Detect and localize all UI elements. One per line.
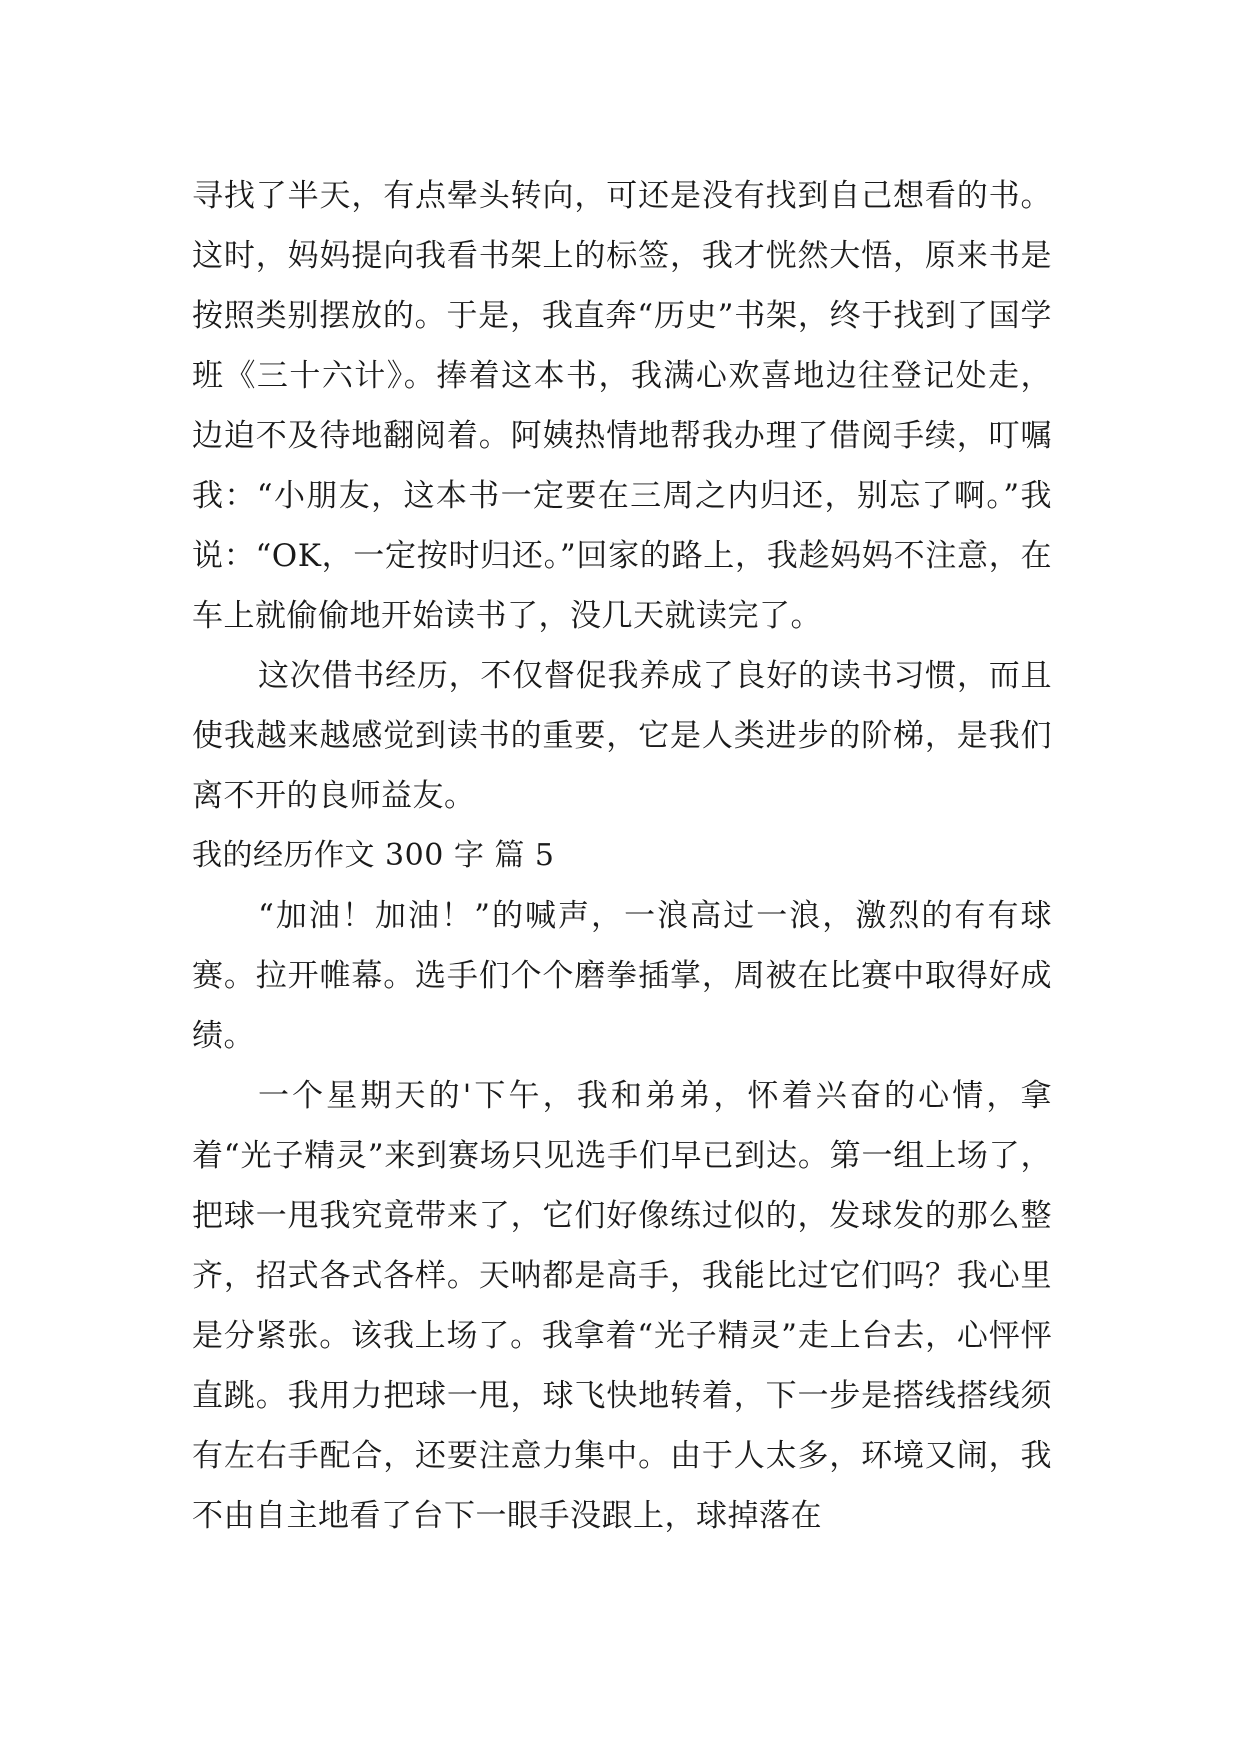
- paragraph-reading-benefit: 这次借书经历，不仅督促我养成了良好的读书习惯，而且使我越来越感觉到读书的重要，它是人类进步的阶梯，是我们离不开的良师益友。: [192, 658, 1052, 814]
- section-heading: 我的经历作文 300 字 篇 5: [192, 838, 555, 873]
- paragraph-match-intro: “加油！加油！”的喊声，一浪高过一浪，激烈的有有球赛。拉开帷幕。选手们个个磨拳插掌，周被在比赛中取得好成绩。: [192, 898, 1052, 1054]
- paragraph-library-borrowing: 寻找了半天，有点晕头转向，可还是没有找到自己想看的书。这时，妈妈提向我看书架上的标签，我才恍然大悟，原来书是按照类别摆放的。于是，我直奔“历史”书架，终于找到了国学班《三十六计》。捧着这本书，我满心欢喜地边往登记处走，边迫不及待地翻阅着。阿姨热情地帮我办理了借阅手续，叮嘱我：“小朋友，这本书一定要在三周之内归还，别忘了啊。”我说：“OK，一定按时归还。”回家的路上，我趁妈妈不注意，在车上就偷偷地开始读书了，没几天就读完了。: [192, 178, 1052, 634]
- document-page: [192, 166, 1052, 1546]
- paragraph-match-story: 一个星期天的'下午，我和弟弟，怀着兴奋的心情，拿着“光子精灵”来到赛场只见选手们早已到达。第一组上场了，把球一甩我究竟带来了，它们好像练过似的，发球发的那么整齐，招式各式各样。天呐都是高手，我能比过它们吗？我心里是分紧张。该我上场了。我拿着“光子精灵”走上台去，心怦怦直跳。我用力把球一甩，球飞快地转着，下一步是搭线搭线须有左右手配合，还要注意力集中。由于人太多，环境又闹，我不由自主地看了台下一眼手没跟上，球掉落在: [192, 1078, 1052, 1534]
